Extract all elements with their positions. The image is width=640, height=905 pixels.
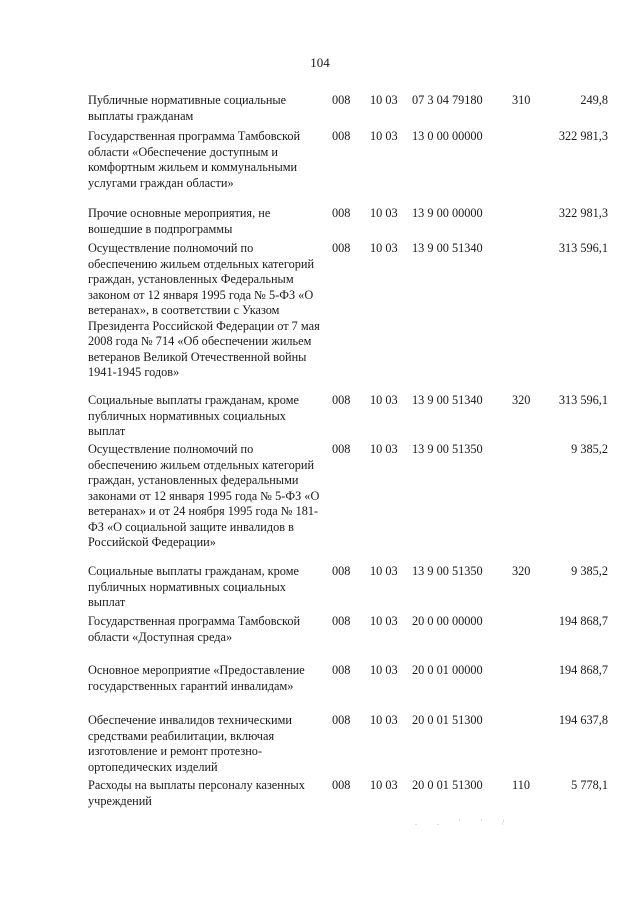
ministry-code: 008 — [332, 564, 351, 578]
table-row — [88, 778, 608, 812]
target-code: 13 9 00 51340 — [412, 241, 483, 255]
table-row — [88, 129, 608, 206]
section-code: 10 03 — [370, 663, 398, 677]
ministry-code: 008 — [332, 442, 351, 456]
target-code: 13 9 00 51340 — [412, 393, 483, 407]
table-row — [88, 206, 608, 241]
amount: 313 596,1 — [558, 393, 608, 407]
amount: 194 637,8 — [558, 713, 608, 727]
section-code: 10 03 — [370, 614, 398, 628]
table-row — [88, 663, 608, 713]
section-code: 10 03 — [370, 241, 398, 255]
ministry-code: 008 — [332, 93, 351, 107]
row-name: Основное мероприятие «Предоставление государственных гарантий инвалидам» — [88, 663, 305, 693]
ministry-code: 008 — [332, 663, 351, 677]
target-code: 07 3 04 79180 — [412, 93, 483, 107]
ministry-code: 008 — [332, 393, 351, 407]
amount: 9 385,2 — [571, 564, 608, 578]
row-name: Прочие основные мероприятия, не вошедшие в подпрограммы — [88, 206, 271, 236]
row-name: Государственная программа Тамбовской области «Доступная среда» — [88, 614, 301, 644]
section-code: 10 03 — [370, 778, 398, 792]
amount: 194 868,7 — [558, 663, 608, 677]
target-code: 20 0 00 00000 — [412, 614, 483, 628]
row-name: Публичные нормативные социальные выплаты гражданам — [88, 93, 287, 123]
ministry-code: 008 — [332, 206, 351, 220]
target-code: 20 0 01 51300 — [412, 713, 483, 727]
row-name: Социальные выплаты гражданам, кроме публичных нормативных социальных выплат — [88, 564, 299, 609]
target-code: 20 0 01 51300 — [412, 778, 483, 792]
row-name: Осуществление полномочий по обеспечению жильем отдельных категорий граждан, установленных федеральными законами от 12 января 1995 года № 5-ФЗ «О ветеранах» и от 24 ноября 1995 года № 181-ФЗ «О социальной защите инвалидов в Российской Федерации» — [88, 442, 320, 549]
row-name: Осуществление полномочий по обеспечению жильем отдельных категорий граждан, установленных Федеральным законом от 12 января 1995 года № 5-ФЗ «О ветеранах», в соответствии с Указом Президента Российской Федерации от 7 мая 2008 года № 714 «Об обеспечении жильем ветеранов Великой Отечественной войны 1941-1945 годов» — [88, 241, 320, 379]
table-row — [88, 93, 608, 129]
section-code: 10 03 — [370, 564, 398, 578]
table-row — [88, 442, 608, 564]
section-code: 10 03 — [370, 442, 398, 456]
target-code: 20 0 01 00000 — [412, 663, 483, 677]
row-name: Государственная программа Тамбовской области «Обеспечение доступным и комфортным жильем и коммунальными услугами граждан области» — [88, 129, 301, 190]
table-row — [88, 564, 608, 614]
ministry-code: 008 — [332, 778, 351, 792]
amount: 9 385,2 — [571, 442, 608, 456]
amount: 249,8 — [580, 93, 608, 107]
amount: 322 981,3 — [558, 129, 608, 143]
section-code: 10 03 — [370, 129, 398, 143]
expense-type-code: 110 — [512, 778, 530, 792]
target-code: 13 9 00 51350 — [412, 564, 483, 578]
ministry-code: 008 — [332, 614, 351, 628]
amount: 313 596,1 — [558, 241, 608, 255]
table-row — [88, 393, 608, 442]
section-code: 10 03 — [370, 93, 398, 107]
target-code: 13 9 00 00000 — [412, 206, 483, 220]
section-code: 10 03 — [370, 713, 398, 727]
amount: 5 778,1 — [571, 778, 608, 792]
ministry-code: 008 — [332, 713, 351, 727]
expense-type-code: 310 — [512, 93, 531, 107]
row-name: Обеспечение инвалидов техническими средствами реабилитации, включая изготовление и ремонт протезно-ортопедических изделий — [88, 713, 292, 774]
target-code: 13 0 00 00000 — [412, 129, 483, 143]
ministry-code: 008 — [332, 129, 351, 143]
table-row — [88, 614, 608, 663]
table-row — [88, 713, 608, 778]
expense-type-code: 320 — [512, 393, 531, 407]
scan-specks: . . ' ' / — [415, 818, 514, 827]
ministry-code: 008 — [332, 241, 351, 255]
target-code: 13 9 00 51350 — [412, 442, 483, 456]
table-row — [88, 241, 608, 393]
row-name: Социальные выплаты гражданам, кроме публичных нормативных социальных выплат — [88, 393, 299, 438]
page-number: 104 — [310, 55, 330, 70]
expense-type-code: 320 — [512, 564, 531, 578]
section-code: 10 03 — [370, 393, 398, 407]
row-name: Расходы на выплаты персоналу казенных учреждений — [88, 778, 305, 808]
amount: 322 981,3 — [558, 206, 608, 220]
section-code: 10 03 — [370, 206, 398, 220]
budget-table — [88, 93, 608, 812]
amount: 194 868,7 — [558, 614, 608, 628]
